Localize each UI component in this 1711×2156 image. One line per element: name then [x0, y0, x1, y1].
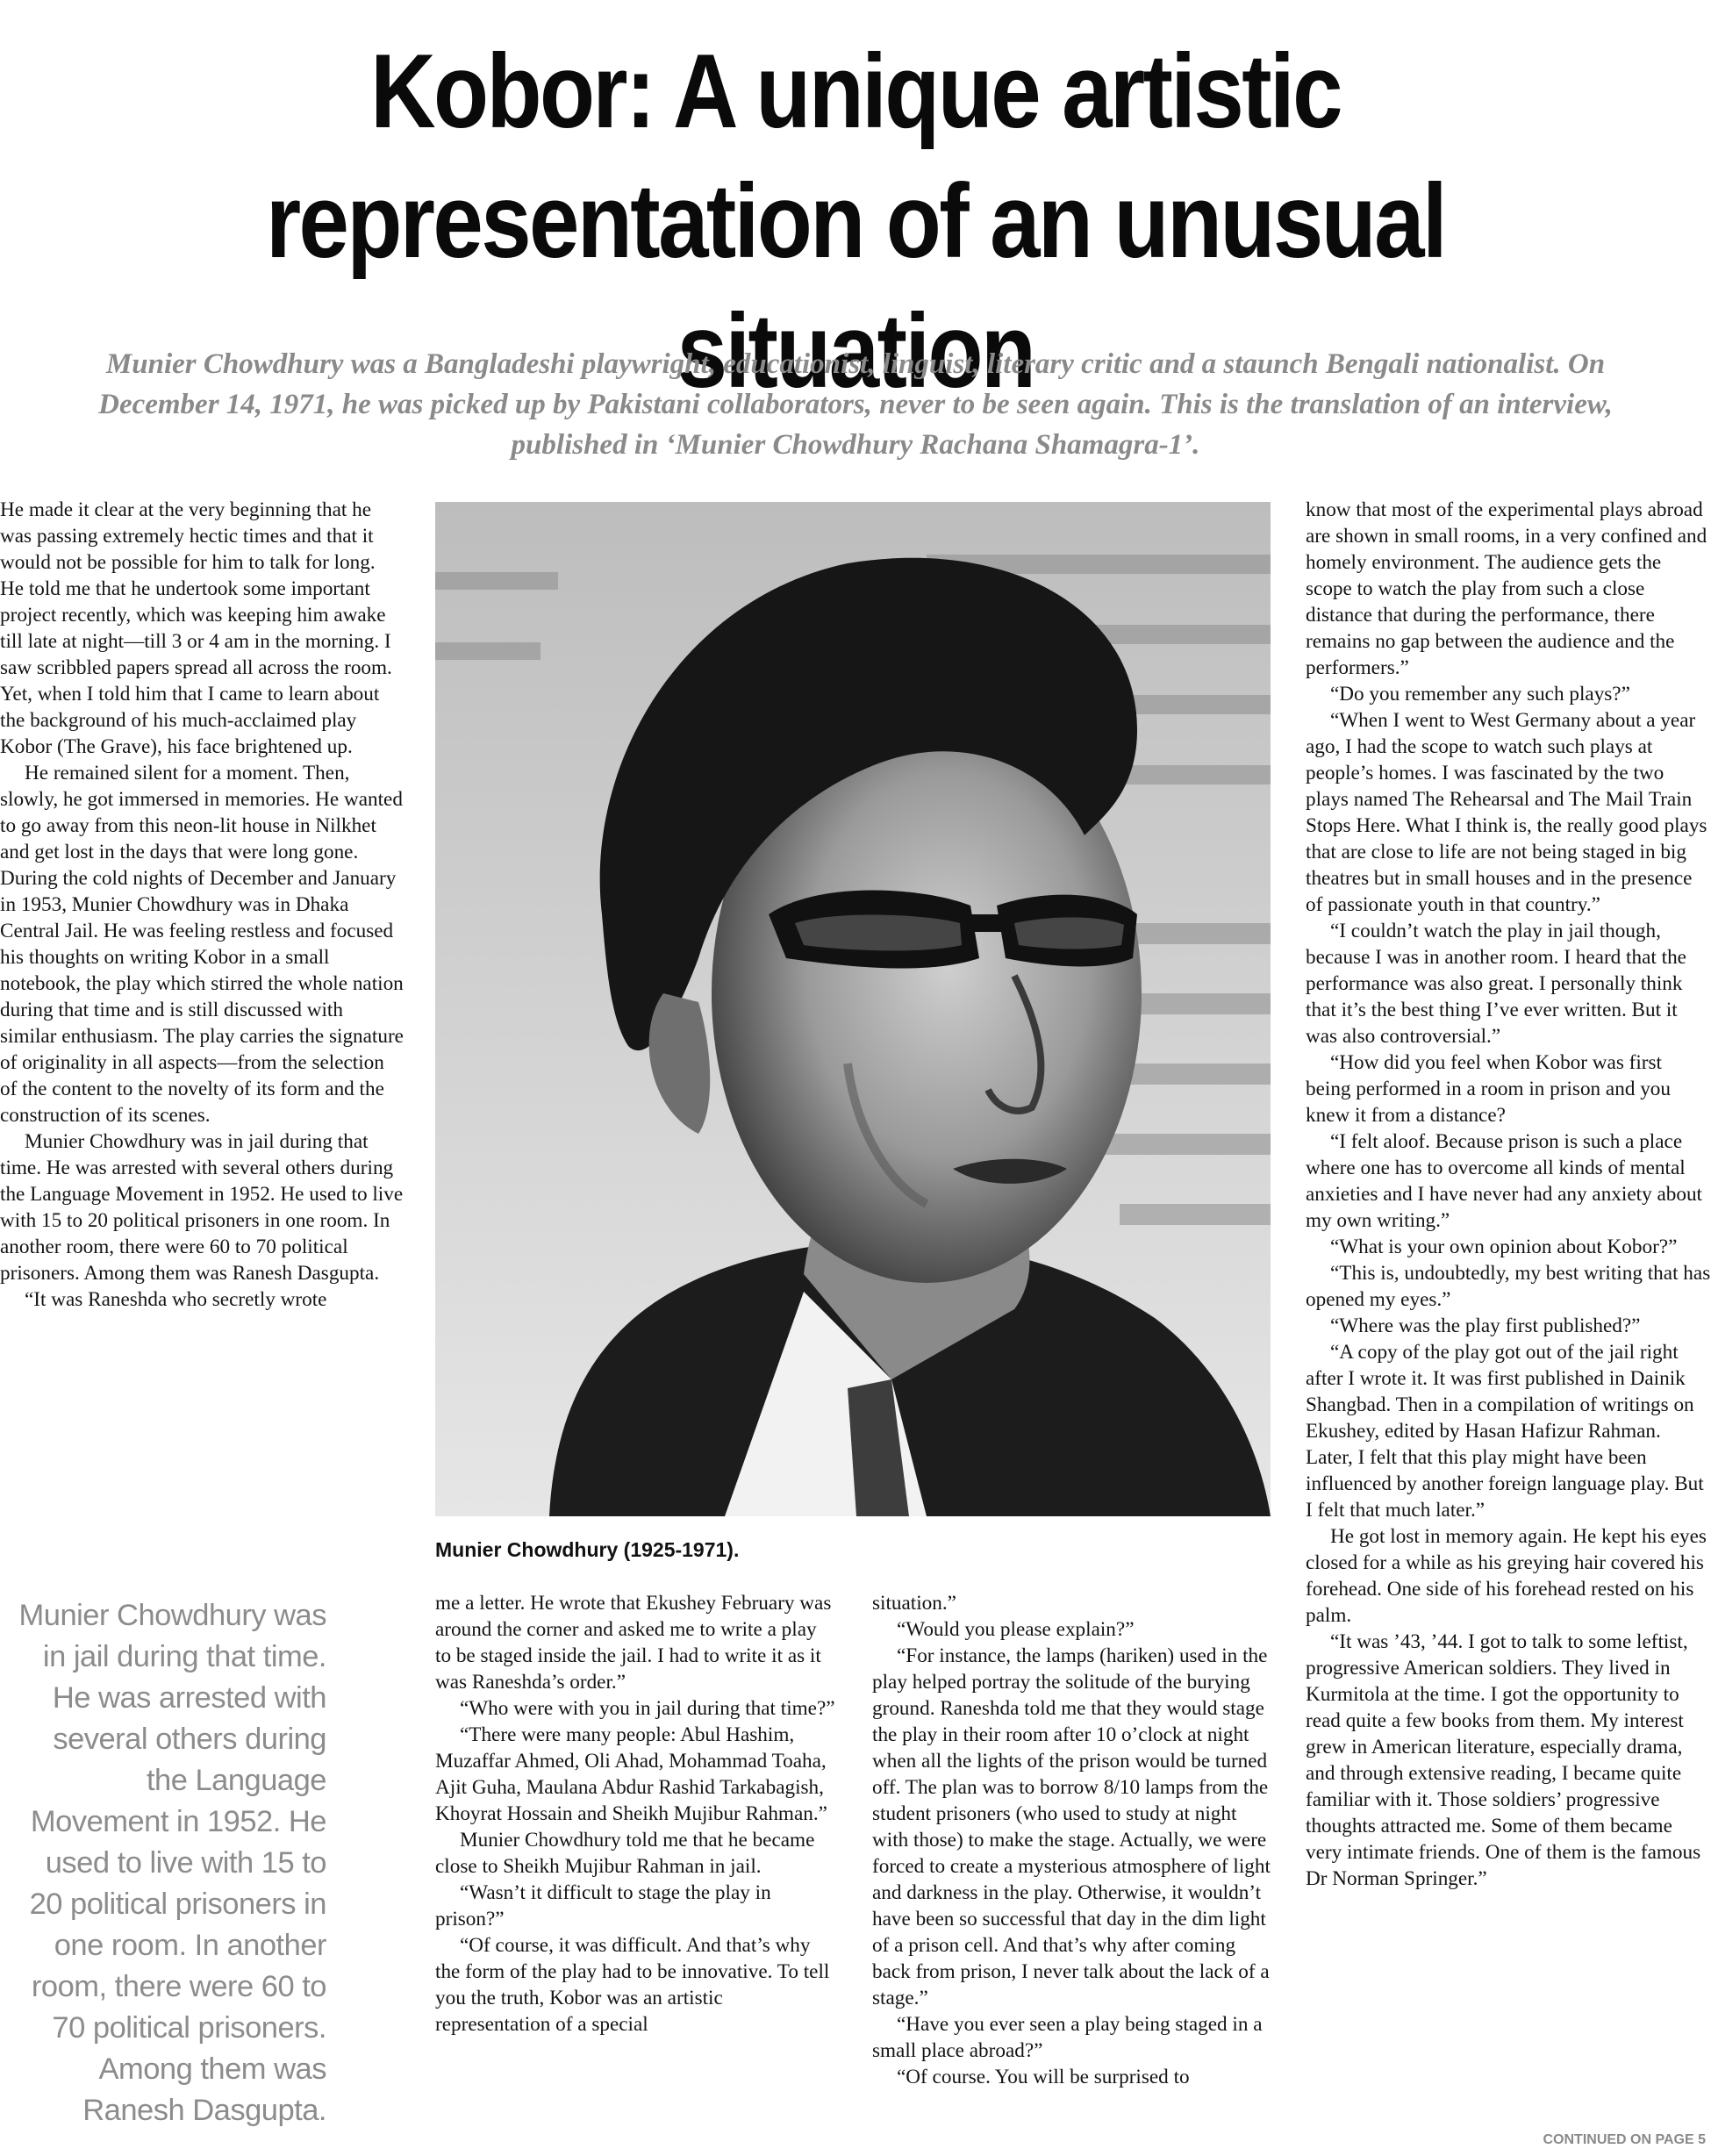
paragraph: “This is, undoubtedly, my best writing that has opened my eyes.” [1306, 1262, 1711, 1311]
paragraph: Munier Chowdhury told me that he became close to Sheikh Mujibur Rahman in jail. [435, 1829, 815, 1878]
paragraph: know that most of the experimental plays abroad are shown in small rooms, in a very confined and homely environment. The audience gets the scope to watch the play from such a close distance that during the performance, there remains no gap between the audience and the performers.” [1306, 498, 1707, 679]
paragraph: situation.” [872, 1592, 956, 1615]
paragraph: “I felt aloof. Because prison is such a place where one has to overcome all kinds of mental anxieties and I have never had any anxiety about my own writing.” [1306, 1130, 1702, 1232]
portrait-photo [435, 502, 1271, 1516]
paragraph: “It was Raneshda who secretly wrote [25, 1288, 327, 1311]
paragraph: “Of course. You will be surprised to [897, 2066, 1190, 2088]
paragraph: “A copy of the play got out of the jail right after I wrote it. It was first published in Dainik Shangbad. Then in a compilation of writings on Ekushey, edited by Hasan Hafizur Rahman. Later, I felt that this play might have been influenced by another foreign language play. But I felt that much later.” [1306, 1341, 1704, 1522]
article-column-2 [435, 1590, 837, 2038]
paragraph: “Have you ever seen a play being staged in a small place abroad?” [872, 2013, 1263, 2062]
article-column-3 [872, 1590, 1274, 2090]
headline-line-2: representation of an unusual situation [265, 162, 1446, 410]
paragraph: Munier Chowdhury was in jail during that time. He was arrested with several others during the Language Movement in 1952. He used to live with 15 to 20 political prisoners in one room. In another room, there were 60 to 70 political prisoners. Among them was Ranesh Dasgupta. [0, 1130, 404, 1285]
paragraph: He remained silent for a moment. Then, slowly, he got immersed in memories. He wanted to go away from this neon-lit house in Nilkhet and get lost in the days that were long gone. During the cold nights of December and January in 1953, Munier Chowdhury was in Dhaka Central Jail. He was feeling restless and focused his thoughts on writing Kobor in a small notebook, the play which stirred the whole nation during that time and is still discussed with similar enthusiasm. The play carries the signature of originality in all aspects—from the selection of the content to the novelty of its form and the construction of its scenes. [0, 762, 404, 1127]
paragraph: “It was ’43, ’44. I got to talk to some leftist, progressive American soldiers. They lived in Kurmitola at the time. I got the opportunity to read quite a few books from them. My interest grew in American literature, especially drama, and through extensive reading, I became quite familiar with it. Those soldiers’ progressive thoughts attracted me. Some of them became very intimate friends. One of them is the famous Dr Norman Springer.” [1306, 1630, 1701, 1890]
paragraph: “Wasn’t it difficult to stage the play in prison?” [435, 1881, 771, 1930]
paragraph: “When I went to West Germany about a year ago, I had the scope to watch such plays at people’s homes. I was fascinated by the two plays named The Rehearsal and The Mail Train Stops Here. What I think is, the really good plays that are close to life are not being staged in big theatres but in small houses and in the presence of passionate youth in that country.” [1306, 709, 1707, 916]
paragraph: He made it clear at the very beginning that he was passing extremely hectic times and that it would not be possible for him to talk for long. He told me that he undertook some important project recently, which was keeping him awake till late at night—till 3 or 4 am in the morning. I saw scribbled papers spread all across the room. Yet, when I told him that I came to learn about the background of his much-acclaimed play Kobor (The Grave), his face brightened up. [0, 498, 392, 758]
paragraph: me a letter. He wrote that Ekushey February was around the corner and asked me to write a play to be staged inside the jail. I had to write it as it was Raneshda’s order.” [435, 1592, 832, 1694]
deck-intro: Munier Chowdhury was a Bangladeshi playwright, educationist, linguist, literary critic and a staunch Bengali nationalist. On December 14, 1971, he was picked up by Pakistani collaborators, never to be seen again. This is the translation of an interview, published in ‘Munier Chowdhury Rachana Shamagra-1’. [98, 348, 1613, 461]
continued-on-page-note: CONTINUED ON PAGE 5 [1543, 2132, 1706, 2147]
article-column-4 [1306, 497, 1711, 1892]
paragraph: “Do you remember any such plays?” [1330, 683, 1630, 706]
paragraph: “What is your own opinion about Kobor?” [1330, 1236, 1678, 1258]
paragraph: “Of course, it was difficult. And that’s why the form of the play had to be innovative. To tell you the truth, Kobor was an artistic representation of a special [435, 1934, 830, 2036]
portrait-illustration [435, 502, 1271, 1516]
paragraph: “There were many people: Abul Hashim, Muzaffar Ahmed, Oli Ahad, Mohammad Toaha, Ajit Guha, Maulana Abdur Rashid Tarkabagish, Khoyrat Hossain and Sheikh Mujibur Rahman.” [435, 1723, 827, 1825]
headline-line-1: Kobor: A unique artistic [370, 32, 1341, 150]
paragraph: “Would you please explain?” [897, 1618, 1135, 1641]
paragraph: “Where was the play first published?” [1330, 1314, 1641, 1337]
paragraph: “How did you feel when Kobor was first being performed in a room in prison and you knew it from a distance? [1306, 1051, 1671, 1127]
paragraph: “Who were with you in jail during that time?” [460, 1697, 835, 1720]
pull-quote: Munier Chowdhury was in jail during that time. He was arrested with several others during the Language Movement in 1952. He used to live with 15 to 20 political prisoners in one room. In another room, there were 60 to 70 political prisoners. Among them was Ranesh Dasgupta. [18, 1599, 326, 2127]
article-column-1 [0, 497, 404, 1313]
paragraph: “I couldn’t watch the play in jail though, because I was in another room. I heard that the performance was also great. I personally think that it’s the best thing I’ve ever written. But it was also controversial.” [1306, 920, 1686, 1048]
photo-caption: Munier Chowdhury (1925-1971). [435, 1538, 740, 1561]
paragraph: He got lost in memory again. He kept his eyes closed for a while as his greying hair covered his forehead. One side of his forehead rested on his palm. [1306, 1525, 1707, 1627]
paragraph: “For instance, the lamps (hariken) used in the play helped portray the solitude of the burying ground. Raneshda told me that they would stage the play in their room after 10 o’clock at night when all the lights of the prison would be turned off. The plan was to borrow 8/10 lamps from the student prisoners (who used to study at night with those) to make the stage. Actually, we were forced to create a mysterious atmosphere of light and darkness in the play. Otherwise, it wouldn’t have been so successful that day in the dim light of a prison cell. And that’s why after coming back from prison, I never talk about the lack of a stage.” [872, 1644, 1271, 2009]
